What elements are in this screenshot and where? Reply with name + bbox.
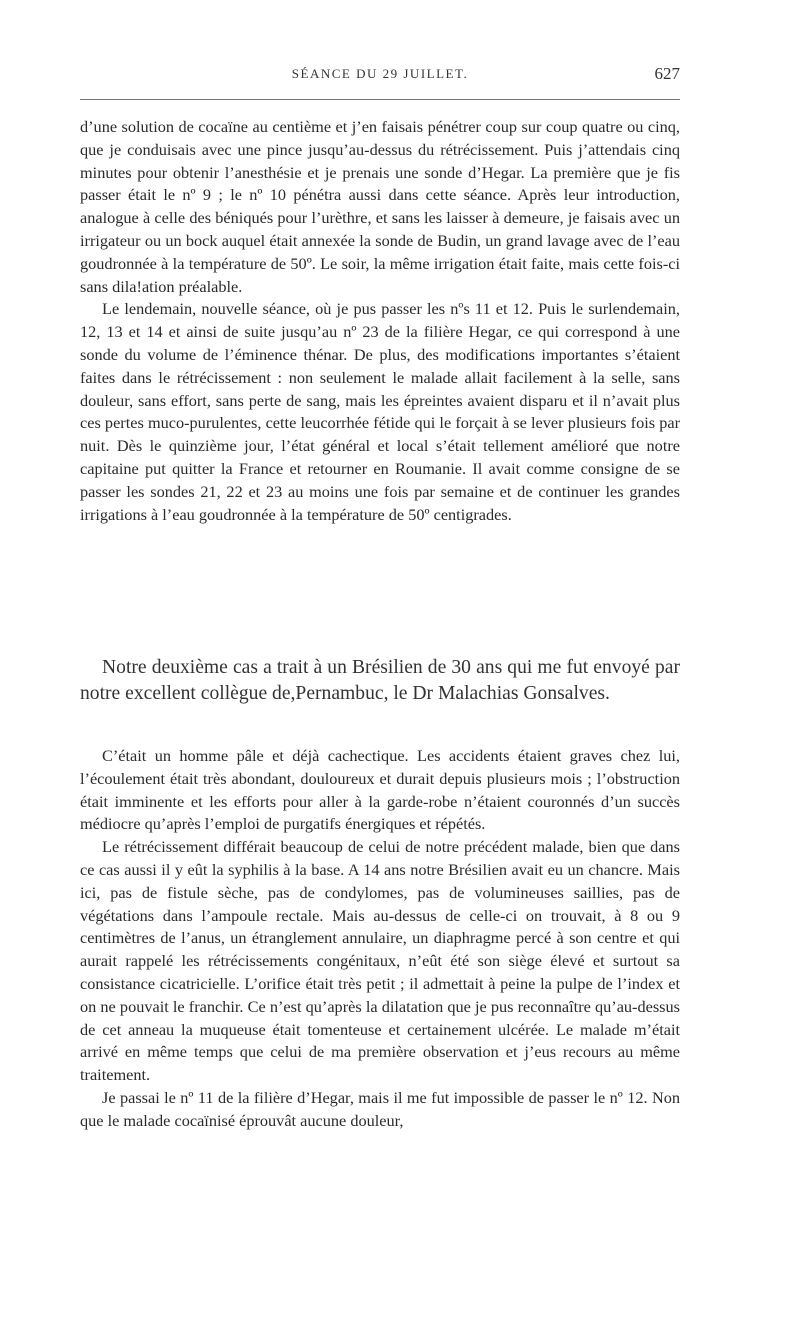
running-title: SÉANCE DU 29 JUILLET.: [291, 66, 469, 81]
paragraph-treatment: Je passai le nº 11 de la filière d’Hegar, mais il me fut impossible de passer le nº 12. Non que le malade cocaïnisé éprouvât aucune douleur,: [80, 1087, 680, 1130]
text-block-bottom: [80, 745, 680, 1133]
text-block-top: [80, 116, 680, 526]
paragraph-second-day: Le lendemain, nouvelle séance, où je pus passer les nºs 11 et 12. Puis le surlendemain, 12, 13 et 14 et ainsi de suite jusqu’au nº 23 de la filière Hegar, ce qui correspond à une sonde du volume de l’éminence thénar. De plus, des modifications importantes s’étaient faites dans le rétrécissement : non seulement le malade allait facilement à la selle, sans douleur, sans effort, sans perte de sang, mais les épreintes avaient disparu et il n’avait plus ces pertes muco-purulentes, cette leucorrhée fétide qui le forçait à se lever plusieurs fois par nuit. Dès le quinzième jour, l’état général et local s’était tellement amélioré que notre capitaine put quitter la France et retourner en Roumanie. Il avait comme consigne de se passer les sondes 21, 22 et 23 au moins une fois par semaine et de continuer les grandes irrigations à l’eau goudronnée à la température de 50º centigrades.: [80, 299, 680, 524]
page-number: 627: [654, 64, 680, 83]
paragraph-stricture-description: Le rétrécissement différait beaucoup de celui de notre précédent malade, bien que dans ce cas aussi il y eût la syphilis à la base. A 14 ans notre Brésilien avait eu un chancre. Mais ici, pas de fistule sèche, pas de condylomes, pas de volumineuses saillies, pas de végétations dans l’ampoule rectale. Mais au-dessus de celle-ci on trouvait, à 8 ou 9 centimètres de l’anus, un étranglement annulaire, un diaphragme percé à son centre et qui aurait rappelé les rétrécissements congénitaux, n’eût été son siège élevé et surtout sa consistance cicatricielle. L’orifice était très petit ; il admettait à peine la pulpe de l’index et on ne pouvait le franchir. Ce n’est qu’après la dilatation que je pus reconnaître qu’au-dessus de cet anneau la muqueuse était tomenteuse et certainement ulcérée. Le malade m’était arrivé en même temps que celui de ma première observation et j’eus recours au même traitement.: [80, 837, 680, 1085]
paragraph-case-two-intro: Notre deuxième cas a trait à un Brésilien de 30 ans qui me fut envoyé par notre excellent collègue de,Pernambuc, le Dr Malachias Gonsalves.: [80, 657, 680, 704]
running-head: [80, 64, 680, 88]
header-rule: [80, 99, 680, 100]
paragraph-patient-description: C’était un homme pâle et déjà cachectique. Les accidents étaient graves chez lui, l’écoulement était très abondant, douloureux et durait depuis plusieurs mois ; l’obstruction était imminente et les efforts pour aller à la garde-robe n’étaient couronnés d’un succès médiocre qu’après l’emploi de purgatifs énergiques et répétés.: [80, 746, 680, 834]
paragraph-continuation: d’une solution de cocaïne au centième et j’en faisais pénétrer coup sur coup quatre ou cinq, que je conduisais avec une pince jusqu’au-dessus du rétrécissement. Puis j’attendais cinq minutes pour obtenir l’anesthésie et je prenais une sonde d’Hegar. La première que je fis passer était le nº 9 ; le nº 10 pénétra aussi dans cette séance. Après leur introduction, analogue à celle des béniqués pour l’urèthre, et sans les laisser à demeure, je faisais avec un irrigateur ou un bock auquel était annexée la sonde de Budin, un grand lavage avec de l’eau goudronnée à la température de 50º. Le soir, la même irrigation était faite, mais cette fois-ci sans dila!ation préalable.: [80, 117, 680, 296]
text-block-case-two-intro: [80, 655, 680, 707]
